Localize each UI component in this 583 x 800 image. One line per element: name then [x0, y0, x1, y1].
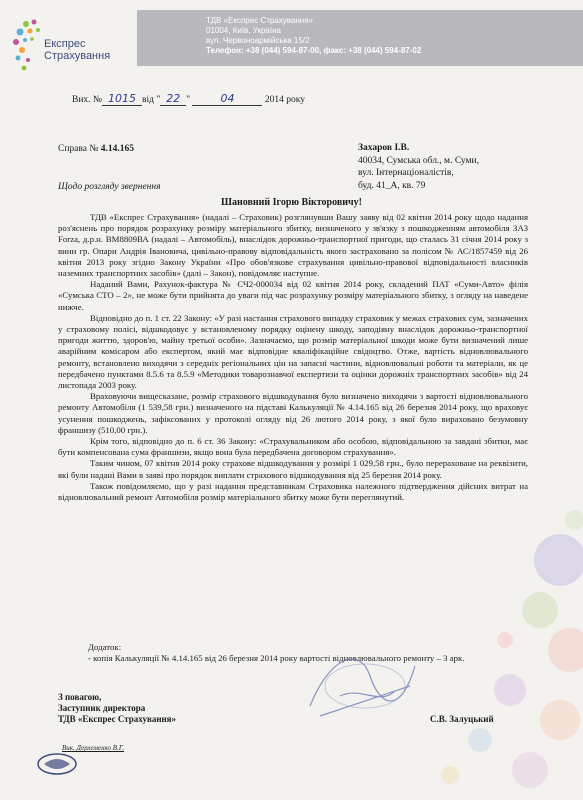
paragraph-3: Відповідно до п. 1 ст. 22 Закону: «У разі настання страхового випадку страховик у межах страхових сум, зазначених у страховому полісі, відшкодовує у встановленому порядку оцінену шкоду, заподіяну внаслідок дорожньо-транспортної пригоди життю, здоров'ю, майну третьої особи». Зазначаємо, що розмір матеріальної шкоди може бути визначений лише аварійним комісаром або експертом, який має відповідне кваліфікаційне свідоцтво. Отже, вартість відновлювального ремонту, встановлено виходячи з середніх регіональних цін на запасні частини, відновлювальні роботи та матеріали, як це передбачено пунктами 8.5.6 та 8.5.9 «Методики товарознавчої експертизи та оцінки дорожніх транспортних засобів» від 24 листопада 2003 року.	[58, 312, 528, 391]
outgoing-number-line	[72, 92, 305, 106]
signer-name: С.В. Залуцький	[430, 714, 494, 724]
outgoing-from: від "	[141, 95, 161, 105]
handwritten-signature	[300, 636, 430, 726]
paragraph-4: Враховуючи вищесказане, розмір страхового відшкодування було визначено виходячи з вартості відновлювального ремонту Автомобіля (1 539,58 грн.) визначеного на підставі Калькуляції № 4.14.165 від 26 березня 2014 року, що враховує усунення пошкоджень, зафіксованих у протоколі огляду від 26 лютого 2014 року, з якої було вираховано безумовну франшизу (510,00 грн.).	[58, 391, 528, 435]
recipient-block	[358, 142, 479, 192]
logo-line-1: Експрес	[44, 38, 86, 50]
case-number	[58, 144, 134, 154]
logo-line-2: Страхування	[44, 50, 111, 62]
outgoing-day: 22	[160, 92, 186, 106]
outgoing-number: 1015	[102, 92, 142, 106]
small-logo-mark	[36, 752, 78, 776]
outgoing-quote-close: "	[186, 95, 191, 105]
recipient-line-3: буд. 41_А, кв. 79	[358, 180, 426, 191]
salutation: Шановний Ігорю Вікторовичу!	[220, 197, 362, 208]
letterhead-contacts	[206, 16, 421, 56]
paragraph-7: Також повідомляємо, що у разі надання представникам Страховика належного підтвердження дійсних витрат на відновлювальний ремонт Автомобіля розмір матеріального збитку може бути переглянутий.	[58, 480, 528, 503]
letter-subject: Щодо розгляду звернення	[58, 182, 161, 192]
paragraph-1: ТДВ «Експрес Страхування» (надалі – Страховик) розглянувши Вашу заяву від 02 квітня 2014 року щодо надання роз'яснень про порядок розрахунку розміру матеріального збитку, визначеного у зв'язку з пошкодженням автомобіля ЗАЗ Forza, д.р.н. ВМ8809ВА (надалі – Автомобіль), внаслідок дорожньо-транспортної пригоди, що сталась 31 січня 2014 року з вини гр. Опари Андрія Івановича, цивільно-правову відповідальність якого застраховано за полісом № АС/1857459 від 26 квітня 2013 року згідно Закону України «Про обов'язкове страхування цивільно-правової відповідальності власників наземних транспортних засобів» (далі – Закон), повідомляє наступне.	[58, 212, 528, 279]
case-value: 4.14.165	[100, 144, 135, 154]
recipient-line-2: вул. Інтернаціоналістів,	[358, 168, 454, 178]
executor-name: Вик. Дерлеменко В.Г.	[62, 744, 125, 752]
recipient-name: Захаров І.В.	[358, 143, 410, 153]
company-address-2: вул. Червоноармійська 15/2	[206, 36, 310, 45]
case-label: Справа №	[58, 144, 101, 154]
company-address-1: 01004, Київ, Україна	[206, 26, 281, 35]
logo-wordmark	[44, 38, 110, 62]
signer-company: ТДВ «Експрес Страхування»	[58, 714, 177, 724]
company-logo	[10, 14, 110, 74]
signature-block	[58, 692, 176, 725]
paragraph-6: Таким чином, 07 квітня 2014 року страхове відшкодування у розмірі 1 029,58 грн., було перераховане на реквізити, які були надані Вами в заяві про порядок виплати страхового відшкодування від 25 березня 2014 року.	[58, 458, 528, 480]
outgoing-month: 04	[192, 92, 262, 106]
company-name: ТДВ «Експрес Страхування»	[206, 16, 313, 25]
letter-body	[58, 212, 528, 503]
recipient-line-1: 40034, Сумська обл., м. Суми,	[358, 155, 480, 166]
company-phones-text: Телефон: +38 (044) 594-87-00, факс: +38 (044) 594-87-02	[206, 46, 422, 55]
paragraph-5: Крім того, відповідно до п. 6 ст. 36 Закону: «Страхувальником або особою, відповідальною за завдані збитки, має бути компенсована сума франшизи, якщо вона була передбачена договором страхування».	[58, 436, 528, 458]
attachment-label: Додаток:	[88, 642, 122, 652]
outgoing-prefix: Вих. №	[72, 95, 102, 105]
outgoing-year: 2014 року	[264, 95, 305, 105]
attachment-item: - копія Калькуляції № 4.14.165 від 26 березня 2014 року вартості відновлювального ремонту – 3 арк.	[88, 653, 465, 664]
company-phones	[206, 46, 421, 56]
paragraph-2: Наданий Вами, Рахунок-фактура № СЧ2-000034 від 02 квітня 2014 року, складений ПАТ «Суми-Авто» філія «Сумська СТО – 2», не може бути прийнята до уваги під час розрахунку розміру матеріального збитку, з огляду на наведене нижче.	[58, 279, 528, 312]
closing: З повагою,	[58, 692, 102, 702]
signer-position: Заступник директора	[58, 703, 146, 713]
